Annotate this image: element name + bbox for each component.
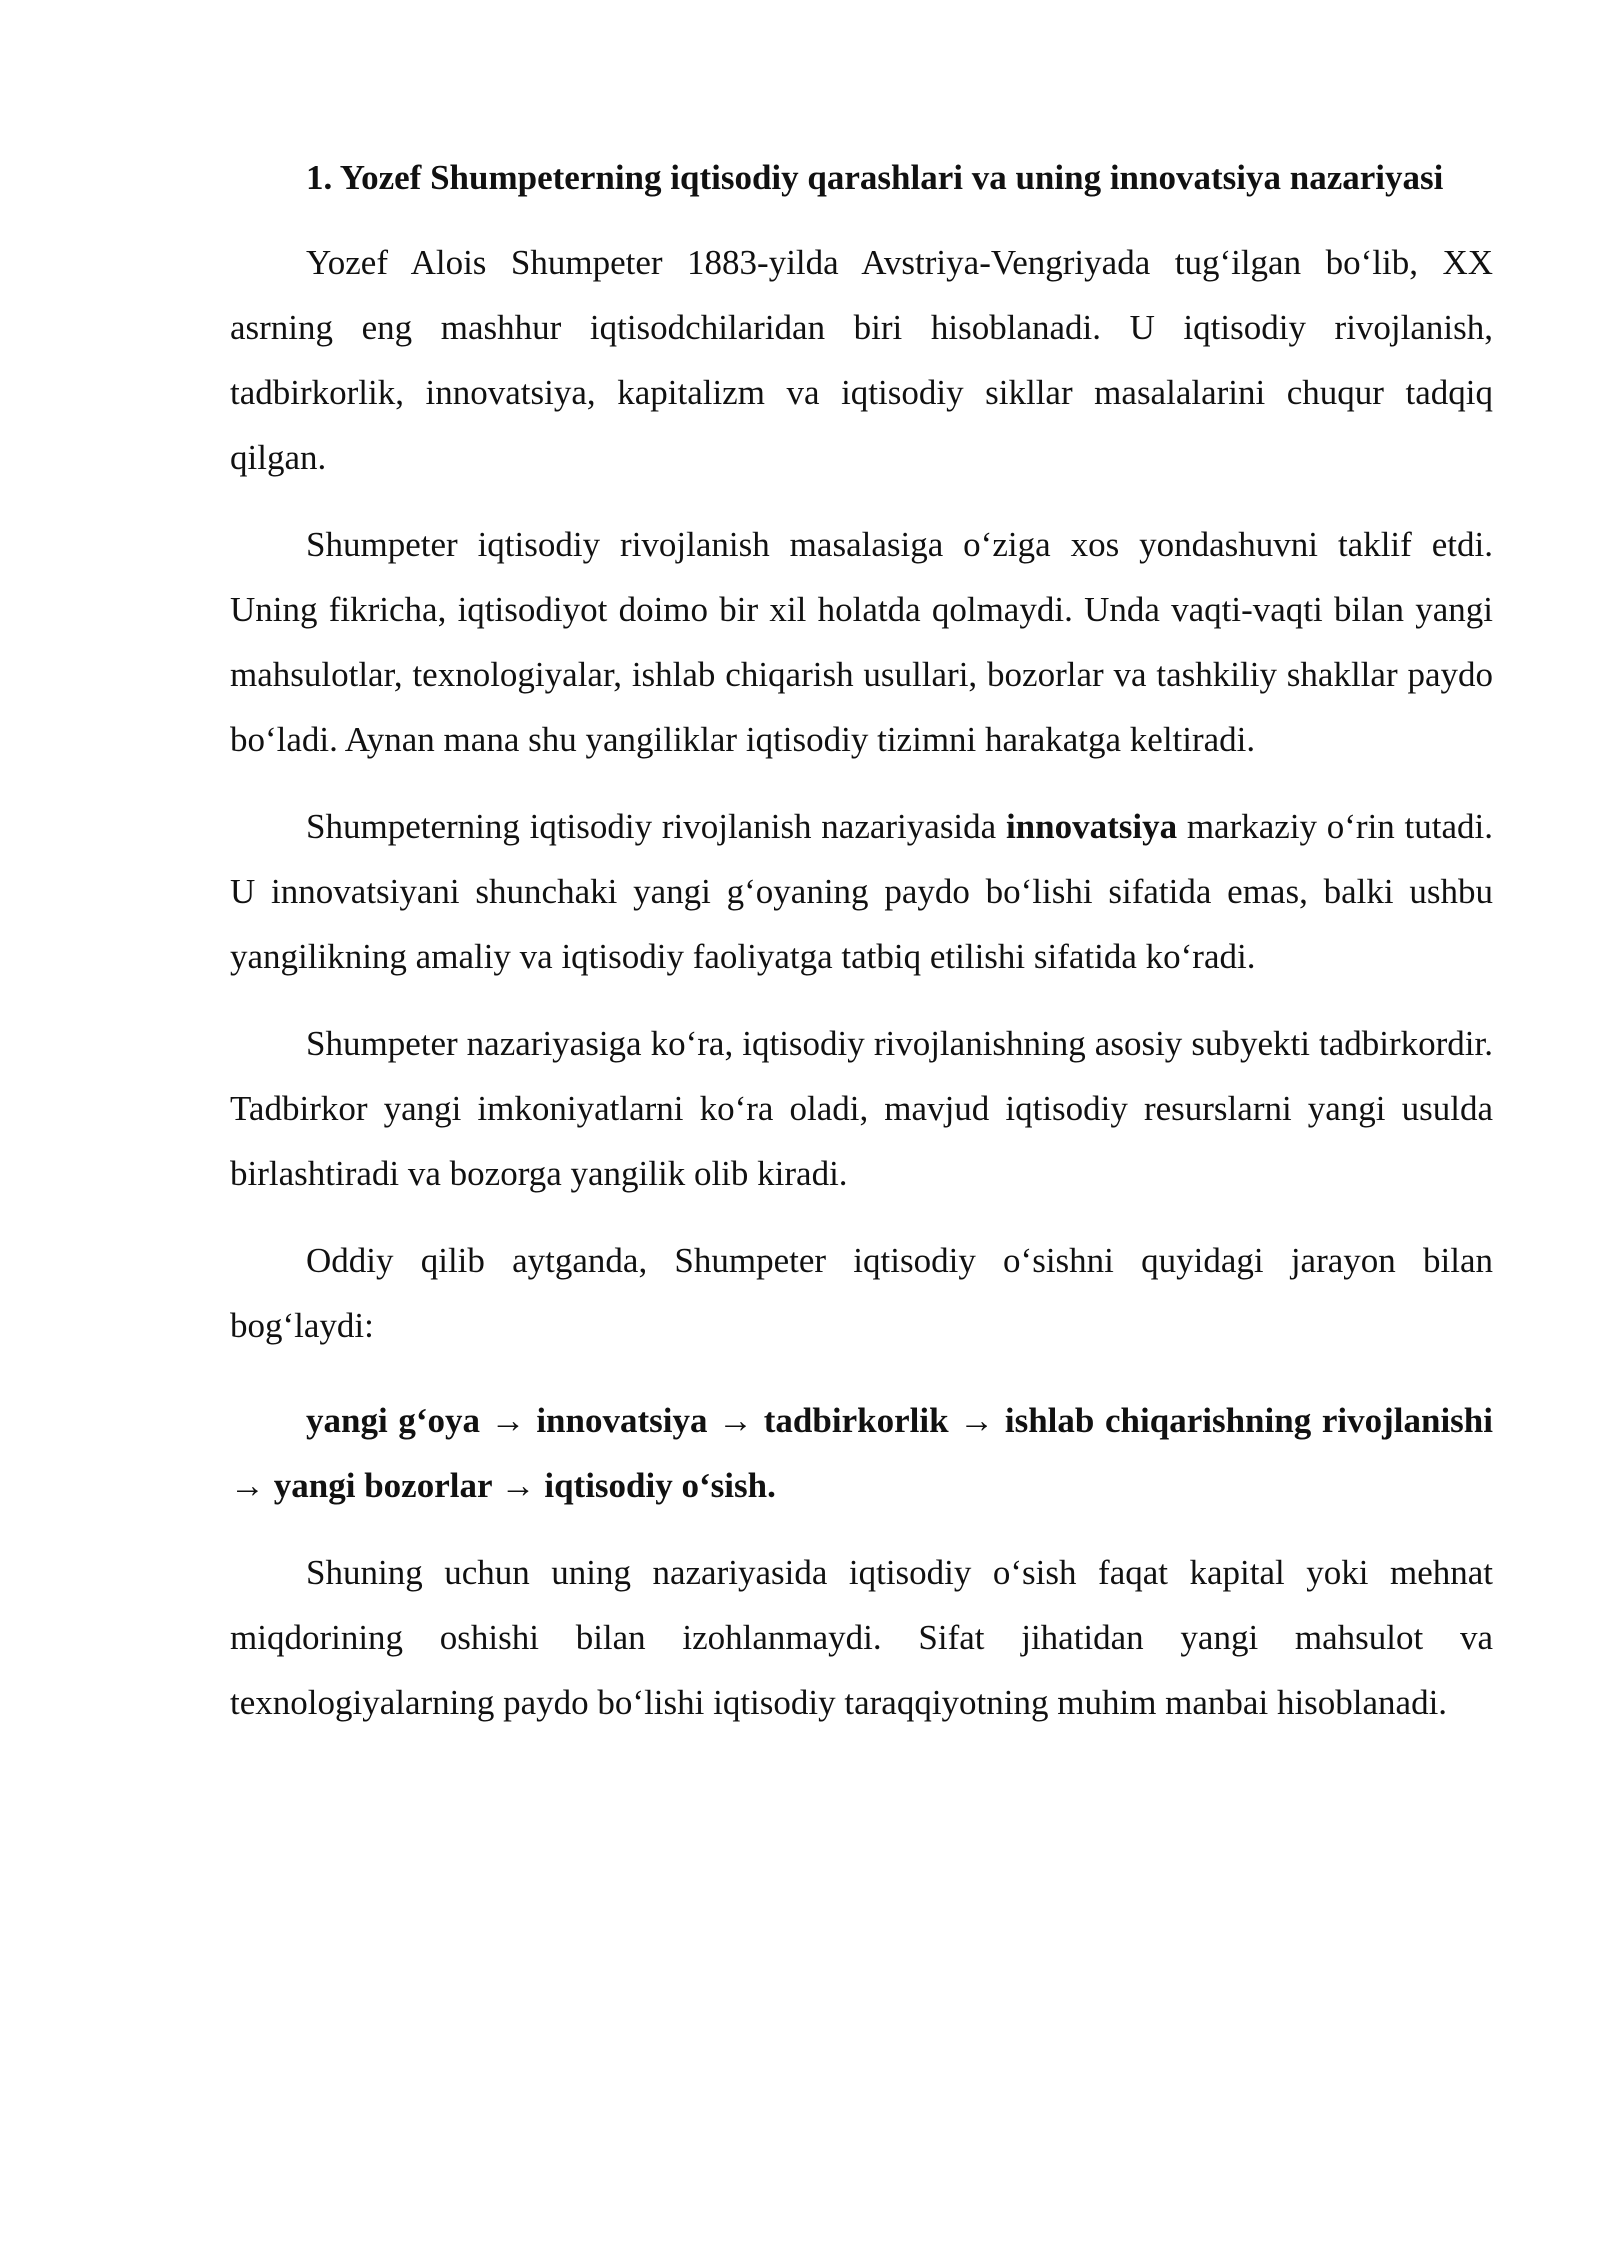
emphasis-innovatsiya: innovatsiya	[1005, 807, 1178, 846]
section-heading: 1. Yozef Shumpeterning iqtisodiy qarashlari va uning innovatsiya nazariyasi	[306, 158, 1444, 197]
paragraph-development-approach: Shumpeter iqtisodiy rivojlanish masalasiga o‘ziga xos yondashuvni taklif etdi. Uning fikricha, iqtisodiyot doimo bir xil holatda qolmaydi. Unda vaqti-vaqti bilan yangi mahsulotlar, texnologiyalar, ishlab chiqarish usullari, bozorlar va tashkiliy shakllar paydo bo‘ladi. Aynan mana shu yangiliklar iqtisodiy tizimni harakatga keltiradi.	[230, 525, 1493, 759]
paragraph-text: markaziy o‘rin tutadi. U innovatsiyani shunchaki yangi g‘oyaning paydo bo‘lishi sifatida emas, balki ushbu yangilikning amaliy va iqtisodiy faoliyatga tatbiq etilishi sifatida ko‘radi.	[230, 807, 1494, 976]
paragraph-growth-intro: Oddiy qilib aytganda, Shumpeter iqtisodiy o‘sishni quyidagi jarayon bilan bog‘laydi:	[230, 1241, 1493, 1345]
document-page	[230, 145, 1493, 1757]
paragraph-innovation-role	[230, 794, 1493, 989]
growth-process-chain: yangi g‘oya → innovatsiya → tadbirkorlik → ishlab chiqarishning rivojlanishi → yangi bozorlar → iqtisodiy o‘sish.	[230, 1401, 1493, 1505]
paragraph-entrepreneur: Shumpeter nazariyasiga ko‘ra, iqtisodiy rivojlanishning asosiy subyekti tadbirkordir. Tadbirkor yangi imkoniyatlarni ko‘ra oladi, mavjud iqtisodiy resurslarni yangi usulda birlashtiradi va bozorga yangilik olib kiradi.	[230, 1024, 1493, 1193]
paragraph-text: Shumpeterning iqtisodiy rivojlanish nazariyasida	[306, 807, 1006, 846]
paragraph-conclusion: Shuning uchun uning nazariyasida iqtisodiy o‘sish faqat kapital yoki mehnat miqdorining oshishi bilan izohlanmaydi. Sifat jihatidan yangi mahsulot va texnologiyalarning paydo bo‘lishi iqtisodiy taraqqiyotning muhim manbai hisoblanadi.	[230, 1553, 1493, 1722]
paragraph-biography: Yozef Alois Shumpeter 1883-yilda Avstriya-Vengriyada tug‘ilgan bo‘lib, XX asrning eng mashhur iqtisodchilaridan biri hisoblanadi. U iqtisodiy rivojlanish, tadbirkorlik, innovatsiya, kapitalizm va iqtisodiy sikllar masalalarini chuqur tadqiq qilgan.	[230, 243, 1493, 477]
